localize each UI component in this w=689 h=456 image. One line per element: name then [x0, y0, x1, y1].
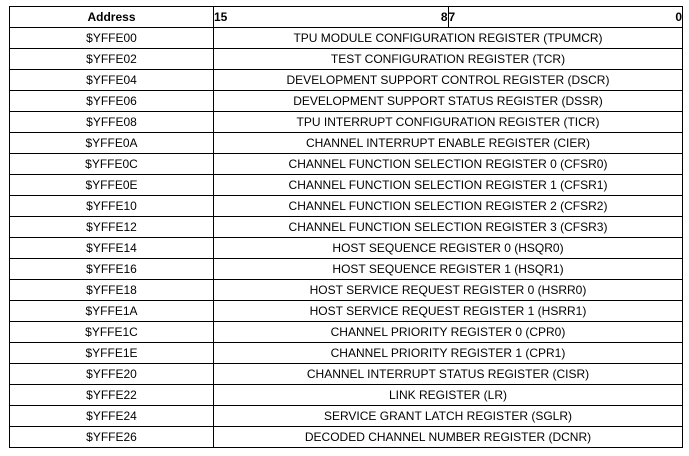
address-cell: $YFFE14	[10, 238, 214, 259]
register-rows	[10, 28, 683, 448]
table-row	[10, 175, 683, 196]
table-row	[10, 238, 683, 259]
low-byte-bits-header	[448, 7, 683, 28]
register-name-cell: CHANNEL FUNCTION SELECTION REGISTER 3 (CFSR3)	[214, 217, 683, 238]
table-header-row	[10, 7, 683, 28]
address-cell: $YFFE18	[10, 280, 214, 301]
address-cell: $YFFE1E	[10, 343, 214, 364]
table-row	[10, 406, 683, 427]
table-row	[10, 364, 683, 385]
high-byte-bits-header	[214, 7, 449, 28]
address-cell: $YFFE20	[10, 364, 214, 385]
register-name-cell: CHANNEL FUNCTION SELECTION REGISTER 0 (CFSR0)	[214, 154, 683, 175]
register-name-cell: TPU INTERRUPT CONFIGURATION REGISTER (TICR)	[214, 112, 683, 133]
table-row	[10, 343, 683, 364]
register-name-cell: CHANNEL INTERRUPT STATUS REGISTER (CISR)	[214, 364, 683, 385]
table-row	[10, 91, 683, 112]
register-name-cell: DEVELOPMENT SUPPORT CONTROL REGISTER (DSCR)	[214, 70, 683, 91]
address-cell: $YFFE0A	[10, 133, 214, 154]
table-row	[10, 217, 683, 238]
table-row	[10, 196, 683, 217]
table-row	[10, 301, 683, 322]
table-row	[10, 112, 683, 133]
table-row	[10, 385, 683, 406]
address-cell: $YFFE02	[10, 49, 214, 70]
address-cell: $YFFE22	[10, 385, 214, 406]
address-cell: $YFFE1A	[10, 301, 214, 322]
register-name-cell: TPU MODULE CONFIGURATION REGISTER (TPUMCR)	[214, 28, 683, 49]
address-cell: $YFFE24	[10, 406, 214, 427]
register-name-cell: HOST SEQUENCE REGISTER 0 (HSQR0)	[214, 238, 683, 259]
address-cell: $YFFE06	[10, 91, 214, 112]
register-name-cell: CHANNEL FUNCTION SELECTION REGISTER 2 (CFSR2)	[214, 196, 683, 217]
bit-7-label: 7	[448, 10, 456, 24]
table-row	[10, 322, 683, 343]
table-row	[10, 70, 683, 91]
address-column-header: Address	[10, 7, 214, 28]
table-row	[10, 49, 683, 70]
register-map-table	[9, 6, 683, 448]
table-row	[10, 154, 683, 175]
table-row	[10, 133, 683, 154]
register-name-cell: SERVICE GRANT LATCH REGISTER (SGLR)	[214, 406, 683, 427]
register-name-cell: LINK REGISTER (LR)	[214, 385, 683, 406]
address-cell: $YFFE08	[10, 112, 214, 133]
register-name-cell: CHANNEL PRIORITY REGISTER 1 (CPR1)	[214, 343, 683, 364]
register-name-cell: DECODED CHANNEL NUMBER REGISTER (DCNR)	[214, 427, 683, 448]
table-row	[10, 427, 683, 448]
address-cell: $YFFE1C	[10, 322, 214, 343]
register-name-cell: CHANNEL FUNCTION SELECTION REGISTER 1 (CFSR1)	[214, 175, 683, 196]
table-row	[10, 28, 683, 49]
register-name-cell: HOST SERVICE REQUEST REGISTER 0 (HSRR0)	[214, 280, 683, 301]
address-cell: $YFFE12	[10, 217, 214, 238]
table-row	[10, 280, 683, 301]
address-cell: $YFFE04	[10, 70, 214, 91]
register-name-cell: DEVELOPMENT SUPPORT STATUS REGISTER (DSSR)	[214, 91, 683, 112]
register-name-cell: CHANNEL INTERRUPT ENABLE REGISTER (CIER)	[214, 133, 683, 154]
address-cell: $YFFE0C	[10, 154, 214, 175]
address-cell: $YFFE16	[10, 259, 214, 280]
address-cell: $YFFE0E	[10, 175, 214, 196]
address-cell: $YFFE00	[10, 28, 214, 49]
register-name-cell: HOST SERVICE REQUEST REGISTER 1 (HSRR1)	[214, 301, 683, 322]
bit-15-label: 15	[214, 10, 228, 24]
bit-0-label: 0	[675, 10, 682, 24]
register-name-cell: TEST CONFIGURATION REGISTER (TCR)	[214, 49, 683, 70]
register-name-cell: HOST SEQUENCE REGISTER 1 (HSQR1)	[214, 259, 683, 280]
address-cell: $YFFE26	[10, 427, 214, 448]
address-cell: $YFFE10	[10, 196, 214, 217]
register-name-cell: CHANNEL PRIORITY REGISTER 0 (CPR0)	[214, 322, 683, 343]
bit-8-label: 8	[440, 10, 448, 24]
table-row	[10, 259, 683, 280]
